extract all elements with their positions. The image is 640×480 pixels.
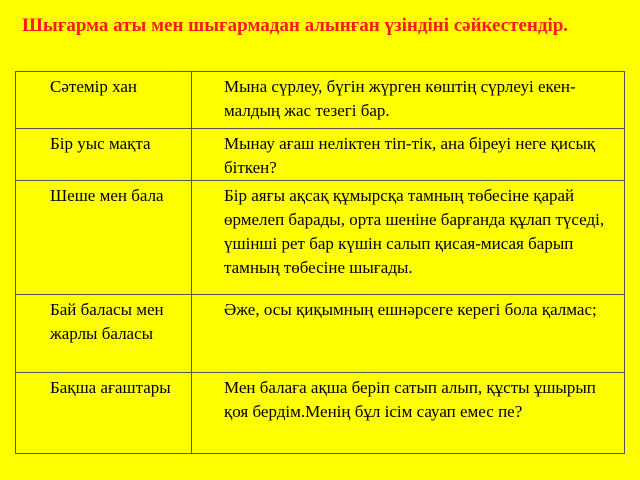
work-title-cell: Шеше мен бала xyxy=(16,181,192,295)
matching-table xyxy=(15,71,625,454)
excerpt-cell: Бір аяғы ақсақ құмырсқа тамның төбесіне қарай өрмелеп барады, орта шеніне барғанда құлап түседі, үшінші рет бар күшін салып қисая-мисая барып тамның төбесіне шығады. xyxy=(192,181,625,295)
work-title-cell: Бір уыс мақта xyxy=(16,129,192,181)
work-title-cell: Бай баласы мен жарлы баласы xyxy=(16,295,192,373)
excerpt-cell: Мына сүрлеу, бүгін жүрген көштің сүрлеуі екен-малдың жас тезегі бар. xyxy=(192,72,625,129)
work-title-cell: Сәтемір хан xyxy=(16,72,192,129)
work-title-cell: Бақша ағаштары xyxy=(16,373,192,454)
excerpt-cell: Әже, осы қиқымның ешнәрсеге керегі бола қалмас; xyxy=(192,295,625,373)
table-row xyxy=(16,72,625,129)
table-row xyxy=(16,129,625,181)
table-row xyxy=(16,373,625,454)
table-row xyxy=(16,181,625,295)
table-row xyxy=(16,295,625,373)
task-title: Шығарма аты мен шығармадан алынған үзіндіні сәйкестендір. xyxy=(22,15,569,36)
excerpt-cell: Мынау ағаш неліктен тіп-тік, ана біреуі неге қисық біткен? xyxy=(192,129,625,181)
excerpt-cell: Мен балаға ақша беріп сатып алып, құсты ұшырып қоя бердім.Менің бұл ісім сауап емес пе? xyxy=(192,373,625,454)
